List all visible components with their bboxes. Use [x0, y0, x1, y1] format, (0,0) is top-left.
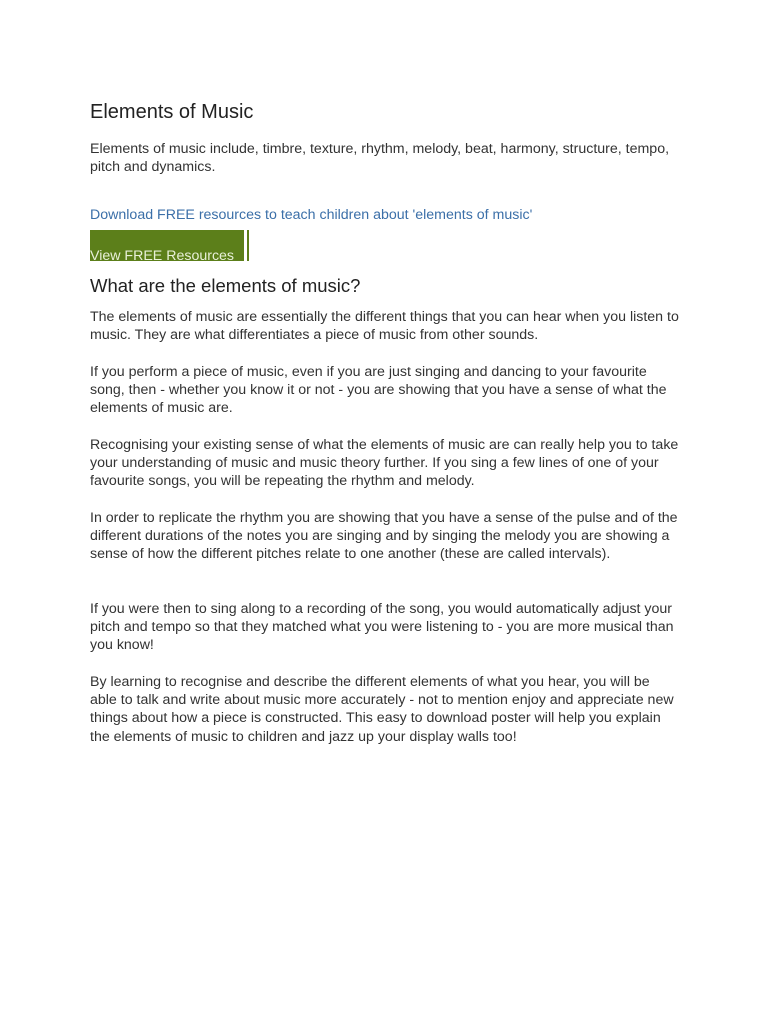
- intro-paragraph: Elements of music include, timbre, texture, rhythm, melody, beat, harmony, structure, tempo, pitch and dynamics.: [90, 141, 670, 176]
- view-free-resources-button-label: View FREE Resources: [90, 248, 235, 261]
- body-paragraph: Recognising your existing sense of what the elements of music are can really help you to take your understanding of music and music theory further. If you sing a few lines of one of your favourite songs, you will be repeating the rhythm and melody.: [90, 437, 679, 490]
- body-paragraph: If you were then to sing along to a recording of the song, you would automatically adjust your pitch and tempo so that they matched what you were listening to - you are more musical than you know!: [90, 601, 674, 654]
- view-free-resources-button[interactable]: [90, 230, 247, 261]
- body-paragraph: By learning to recognise and describe the different elements of what you hear, you will be able to talk and write about music more accurately - not to mention enjoy and appreciate new things about how a piece is constructed. This easy to download poster will help you explain the elements of music to children and jazz up your display walls too!: [90, 674, 674, 745]
- download-resources-link[interactable]: Download FREE resources to teach children about 'elements of music': [90, 207, 533, 223]
- page-title: Elements of Music: [90, 101, 254, 123]
- body-paragraph: If you perform a piece of music, even if you are just singing and dancing to your favourite song, then - whether you know it or not - you are showing that you have a sense of what the elements of music are.: [90, 364, 667, 417]
- body-paragraph: The elements of music are essentially the different things that you can hear when you listen to music. They are what differentiates a piece of music from other sounds.: [90, 309, 679, 344]
- body-paragraph: In order to replicate the rhythm you are showing that you have a sense of the pulse and of the different durations of the notes you are singing and by singing the melody you are showing a sense of how the different pitches relate to one another (these are called intervals).: [90, 510, 678, 563]
- section-heading: What are the elements of music?: [90, 275, 361, 296]
